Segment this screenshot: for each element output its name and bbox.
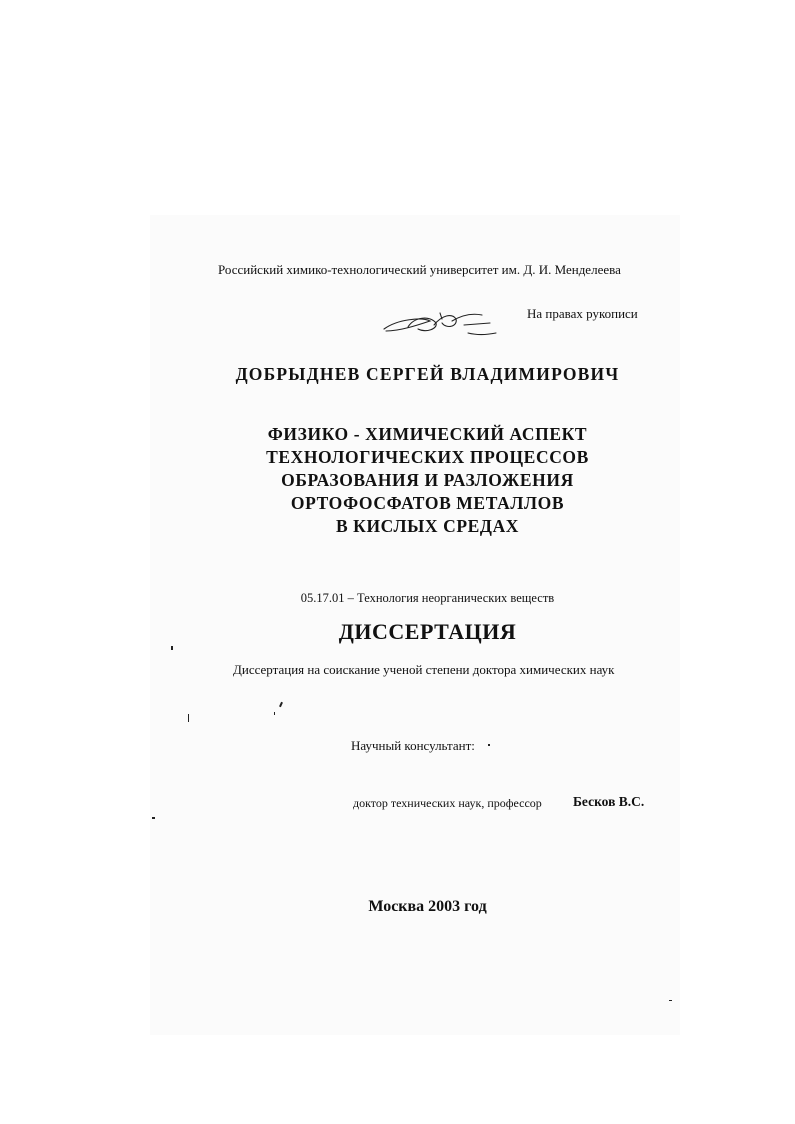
scan-speck <box>669 1000 672 1001</box>
city-year: Москва 2003 год <box>368 898 487 915</box>
author-name: ДОБРЫДНЕВ СЕРГЕЙ ВЛАДИМИРОВИЧ <box>235 364 620 384</box>
document-type: ДИССЕРТАЦИЯ <box>338 619 517 644</box>
degree-statement: Диссертация на соискание ученой степени доктора химических наук <box>233 662 615 677</box>
title-line: ТЕХНОЛОГИЧЕСКИХ ПРОЦЕССОВ <box>266 447 589 467</box>
title-line: ФИЗИКО - ХИМИЧЕСКИЙ АСПЕКТ <box>267 424 588 444</box>
title-line: ОБРАЗОВАНИЯ И РАЗЛОЖЕНИЯ <box>281 470 574 490</box>
consultant-name: Бесков В.С. <box>573 794 645 809</box>
scan-speck <box>274 712 275 715</box>
handwritten-signature <box>378 305 500 345</box>
scan-speck <box>188 714 189 722</box>
university-name: Российский химико-технологический университет им. Д. И. Менделеева <box>218 262 621 277</box>
scan-speck <box>171 646 173 650</box>
title-line: ОРТОФОСФАТОВ МЕТАЛЛОВ <box>290 493 565 513</box>
title-line: В КИСЛЫХ СРЕДАХ <box>335 516 520 536</box>
manuscript-note: На правах рукописи <box>527 306 638 321</box>
consultant-label: Научный консультант: <box>351 738 475 753</box>
consultant-title: доктор технических наук, профессор <box>353 796 542 810</box>
scan-speck <box>152 817 155 819</box>
specialty-code: 05.17.01 – Технология неорганических веществ <box>300 591 555 605</box>
dissertation-title <box>200 423 655 538</box>
scan-speck <box>488 744 490 746</box>
